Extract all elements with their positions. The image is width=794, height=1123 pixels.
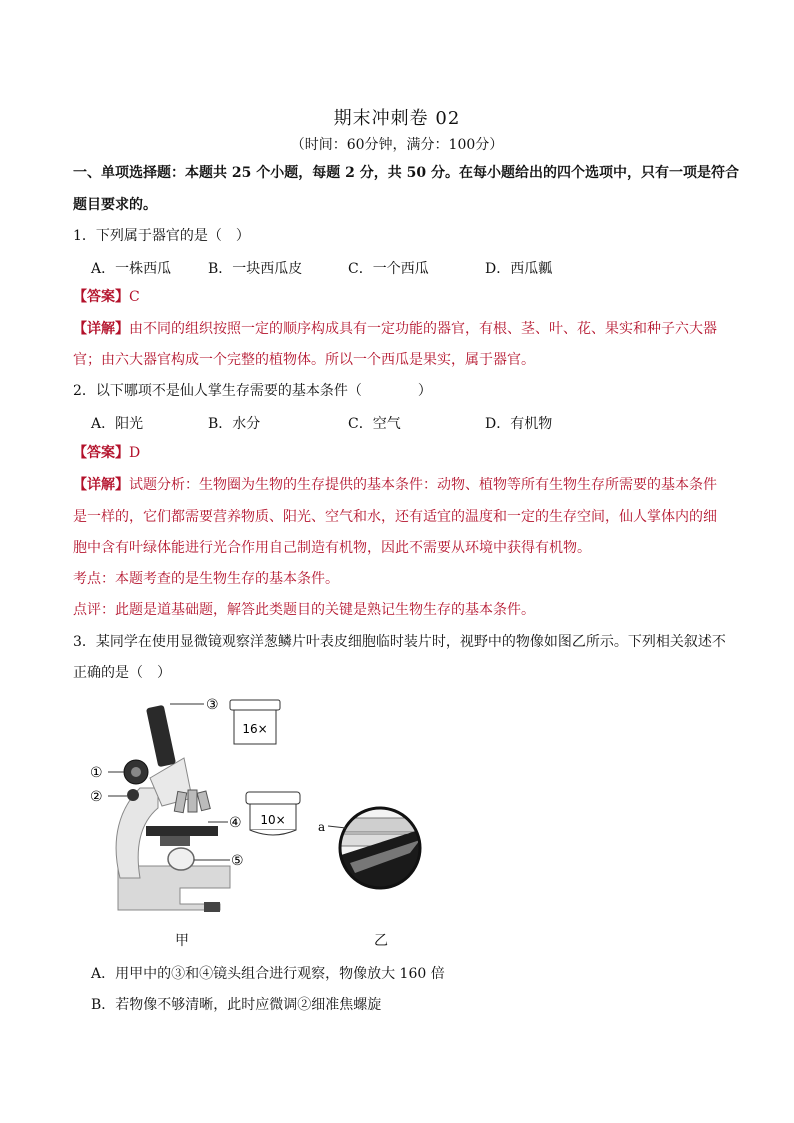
q2-detail-line2: 是一样的，它们都需要营养物质、阳光、空气和水，还有适宜的温度和一定的生存空间，仙人掌体内的细 [73,509,717,525]
q1-detail-tag: 【详解】 [73,321,129,337]
q2-detail-text1: 试题分析：生物圈为生物的生存提供的基本条件：动物、植物等所有生物生存所需要的基本条件 [129,477,717,493]
q1-answer [73,288,733,306]
q1-detail-text1: 由不同的组织按照一定的顺序构成具有一定功能的器官，有根、茎、叶、花、果实和种子六大器 [129,321,717,337]
q3-option-b: B．若物像不够清晰，此时应微调②细准焦螺旋 [91,997,382,1013]
q2-option-a: A．阳光 [91,416,144,432]
label-2: ② [90,789,103,805]
q2-detail-line1 [73,476,733,494]
q1-answer-tag: 【答案】 [73,289,129,305]
q3-stem-line1: 3．某同学在使用显微镜观察洋葱鳞片叶表皮细胞临时装片时，视野中的物像如图乙所示。下列相关叙述不 [73,634,726,650]
q1-option-a: A．一株西瓜 [91,261,172,277]
page-subtitle: （时间：60分钟，满分：100分） [290,137,504,153]
q2-option-b: B．水分 [208,416,261,432]
eyepiece-tube [146,705,176,767]
q2-option-d: D．有机物 [485,416,553,432]
fine-focus-knob [127,789,139,801]
coarse-focus-knob-center [131,767,141,777]
page-title: 期末冲刺卷 02 [333,108,461,129]
microscope-stage [146,826,218,836]
microscope-foot [204,902,220,912]
objective-lens-bottom [250,830,296,835]
label-1: ① [90,765,103,781]
q2-dianping: 点评：此题是道基础题，解答此类题目的关键是熟记生物生存的基本条件。 [73,602,535,618]
objective-lens-2 [188,790,197,812]
q2-stem: 2．以下哪项不是仙人掌生存需要的基本条件（ ） [73,383,432,399]
section-instruction-line1: 一、单项选择题：本题共 25 个小题，每题 2 分，共 50 分。在每小题给出的四个选项中，只有一项是符合 [73,165,739,181]
objective-lens-3 [197,791,210,811]
label-3: ③ [206,697,219,713]
q1-option-b: B．一块西瓜皮 [208,261,303,277]
q1-option-d: D．西瓜瓤 [485,261,553,277]
q1-answer-value: C [129,289,140,305]
label-5: ⑤ [231,853,244,869]
q2-detail-line3: 胞中含有叶绿体能进行光合作用自己制造有机物，因此不需要从环境中获得有机物。 [73,540,591,556]
q1-stem: 1．下列属于器官的是（ ） [73,228,250,244]
leader-line-a [328,826,346,828]
section-instruction-line2: 题目要求的。 [73,197,157,213]
q3-option-a: A．用甲中的③和④镜头组合进行观察，物像放大 160 倍 [91,966,445,982]
q1-detail-line1 [73,320,733,338]
q2-detail-tag: 【详解】 [73,477,129,493]
objective-magnification: 10× [260,813,286,827]
figure-caption-yi: 乙 [374,933,388,949]
q3-figure [80,688,440,948]
q3-stem-line2: 正确的是（ ） [73,665,171,681]
q2-option-c: C．空气 [348,416,401,432]
label-4: ④ [229,815,242,831]
figure-caption-jia: 甲 [175,933,189,949]
q2-answer-value: D [129,445,141,461]
q1-option-c: C．一个西瓜 [348,261,429,277]
mirror [168,848,194,870]
objective-lens-ring [246,792,300,804]
q1-detail-line2: 官；由六大器官构成一个完整的植物体。所以一个西瓜是果实，属于器官。 [73,352,535,368]
q2-answer [73,444,733,462]
stage-clip [160,836,190,846]
q2-kaodian: 考点：本题考查的是生物生存的基本条件。 [73,571,339,587]
eyepiece-lens-top [230,700,280,710]
point-a-label: a [318,820,326,834]
q2-answer-tag: 【答案】 [73,445,129,461]
eyepiece-magnification: 16× [242,722,268,736]
